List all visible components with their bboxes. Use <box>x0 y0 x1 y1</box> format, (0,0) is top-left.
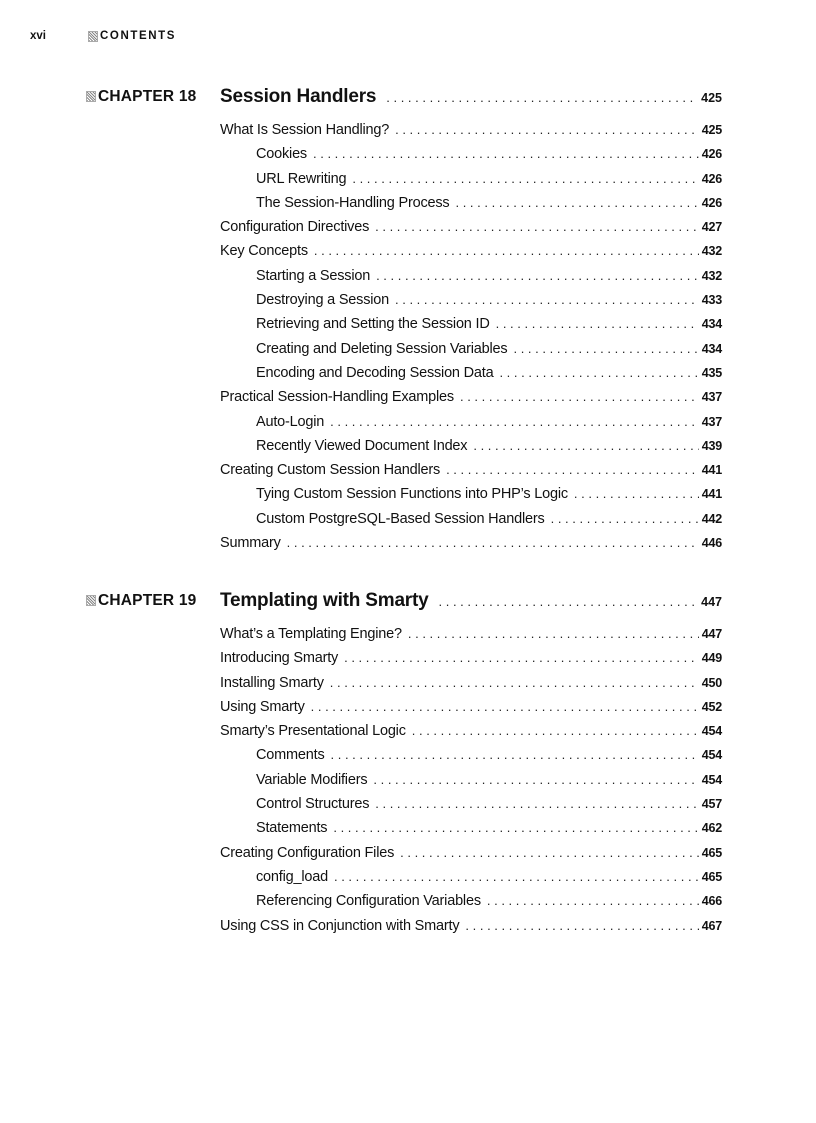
toc-entry-page-number: 446 <box>701 536 722 551</box>
toc-entry-page-number: 454 <box>701 772 722 787</box>
dot-leader <box>412 723 699 738</box>
toc-entry-title: Tying Custom Session Functions into PHP’s Logic <box>256 486 568 503</box>
toc-entry-title: Destroying a Session <box>256 292 390 309</box>
toc-entry-page-number: 466 <box>701 894 722 909</box>
dot-leader <box>330 675 699 690</box>
toc-entry-title: Variable Modifiers <box>256 771 368 788</box>
toc-entry-page-number: 452 <box>701 699 722 714</box>
section-marker-icon <box>88 31 98 42</box>
dot-leader <box>313 146 699 161</box>
toc-entry-page-number: 454 <box>701 724 722 739</box>
dot-leader <box>311 699 699 714</box>
dot-leader <box>375 796 698 811</box>
toc-entry[interactable] <box>220 699 722 723</box>
toc-entry[interactable] <box>220 365 722 389</box>
toc-entry-page-number: 434 <box>701 341 722 356</box>
toc-entry-title: Introducing Smarty <box>220 650 339 667</box>
toc-entry[interactable] <box>220 511 722 535</box>
toc-entry[interactable] <box>220 626 722 650</box>
toc-entry-title: The Session-Handling Process <box>256 194 450 211</box>
toc-entry-title: Key Concepts <box>220 243 308 260</box>
chapter-title: Session Handlers <box>220 86 377 107</box>
dot-leader <box>465 918 698 933</box>
toc-entry-page-number: 437 <box>701 414 722 429</box>
toc-entry-page-number: 457 <box>701 797 722 812</box>
toc-entry[interactable] <box>220 414 722 438</box>
dot-leader <box>395 122 699 137</box>
toc-entry[interactable] <box>220 341 722 365</box>
toc-entry-title: Using Smarty <box>220 698 305 715</box>
toc-entry[interactable] <box>220 486 722 510</box>
toc-entry-title: Creating Custom Session Handlers <box>220 462 441 479</box>
toc-entry[interactable] <box>220 772 722 796</box>
toc-entry-title: Statements <box>256 820 328 837</box>
toc-entry-page-number: 433 <box>701 293 722 308</box>
chapter-page-number: 425 <box>701 91 722 105</box>
chapter-heading[interactable] <box>86 590 722 614</box>
toc-entry[interactable] <box>220 171 722 195</box>
toc-entry[interactable] <box>220 219 722 243</box>
toc-entry[interactable] <box>220 243 722 267</box>
toc-entry-page-number: 432 <box>701 268 722 283</box>
toc-entry[interactable] <box>220 650 722 674</box>
chapter-title: Templating with Smarty <box>220 590 429 611</box>
chapter-label-text: CHAPTER 19 <box>98 591 197 609</box>
toc-entry[interactable] <box>220 675 722 699</box>
chapter-heading[interactable] <box>86 86 722 110</box>
toc-entry[interactable] <box>220 146 722 170</box>
toc-entry[interactable] <box>220 869 722 893</box>
toc-entry-page-number: 467 <box>701 918 722 933</box>
toc-entry-page-number: 434 <box>701 317 722 332</box>
toc-entry-title: Auto-Login <box>256 413 325 430</box>
dot-leader <box>334 869 699 884</box>
dot-leader <box>455 195 698 210</box>
toc-entry-page-number: 437 <box>701 390 722 405</box>
toc-entry-page-number: 439 <box>701 438 722 453</box>
dot-leader <box>376 268 699 283</box>
toc-entry[interactable] <box>220 195 722 219</box>
dot-leader <box>408 626 699 641</box>
toc-entry[interactable] <box>220 747 722 771</box>
toc-entry[interactable] <box>220 723 722 747</box>
toc-entry-title: Encoding and Decoding Session Data <box>256 364 494 381</box>
toc-entry-title: URL Rewriting <box>256 170 347 187</box>
toc-entry[interactable] <box>220 796 722 820</box>
dot-leader <box>287 535 699 550</box>
section-title-text: CONTENTS <box>100 30 177 42</box>
chapter-label-text: CHAPTER 18 <box>98 87 197 105</box>
toc-entry-title: Referencing Configuration Variables <box>256 893 481 910</box>
dot-leader <box>330 414 699 429</box>
toc-entry[interactable] <box>220 535 722 559</box>
dot-leader <box>574 486 699 501</box>
toc-entry-page-number: 426 <box>701 195 722 210</box>
toc-entry-page-number: 441 <box>701 487 722 502</box>
chapter-marker-icon <box>86 91 96 102</box>
toc-entry-page-number: 449 <box>701 651 722 666</box>
toc-entry[interactable] <box>220 893 722 917</box>
toc-entry-page-number: 454 <box>701 748 722 763</box>
toc-entry[interactable] <box>220 845 722 869</box>
chapter-marker-icon <box>86 595 96 606</box>
chapter-19 <box>86 590 722 942</box>
toc-entries <box>220 626 722 942</box>
dot-leader <box>386 90 698 105</box>
toc-entry-page-number: 442 <box>701 511 722 526</box>
toc-entry-page-number: 447 <box>701 627 722 641</box>
dot-leader <box>344 650 699 665</box>
dot-leader <box>473 438 698 453</box>
dot-leader <box>352 171 698 186</box>
chapter-label <box>86 592 220 610</box>
dot-leader <box>375 219 699 234</box>
toc-entry-title: Starting a Session <box>256 267 371 284</box>
toc-entry[interactable] <box>220 389 722 413</box>
toc-entry-title: Recently Viewed Document Index <box>256 437 468 454</box>
toc-entry-title: Comments <box>256 747 325 764</box>
toc-entry-page-number: 432 <box>701 244 722 259</box>
dot-leader <box>400 845 699 860</box>
toc-entry-title: Smarty’s Presentational Logic <box>220 723 406 740</box>
chapter-page-number: 447 <box>701 595 722 609</box>
toc-entry-title: What’s a Templating Engine? <box>220 626 402 642</box>
chapter-18 <box>86 86 722 559</box>
dot-leader <box>314 243 699 258</box>
toc-entry-page-number: 441 <box>701 463 722 478</box>
toc-entry-title: What Is Session Handling? <box>220 122 390 138</box>
toc-entry[interactable] <box>220 292 722 316</box>
dot-leader <box>333 820 698 835</box>
dot-leader <box>439 594 699 609</box>
toc-entry-title: Control Structures <box>256 796 370 813</box>
dot-leader <box>496 316 699 331</box>
toc-entry-title: Using CSS in Conjunction with Smarty <box>220 917 460 934</box>
toc-entry[interactable] <box>220 316 722 340</box>
toc-entry-title: Configuration Directives <box>220 219 370 236</box>
running-head <box>30 28 176 44</box>
toc-entry-title: Installing Smarty <box>220 674 324 691</box>
dot-leader <box>460 389 699 404</box>
toc-entry[interactable] <box>220 438 722 462</box>
toc-entry[interactable] <box>220 820 722 844</box>
toc-entry-page-number: 426 <box>701 147 722 162</box>
dot-leader <box>513 341 698 356</box>
dot-leader <box>395 292 699 307</box>
toc-entry-page-number: 450 <box>701 675 722 690</box>
page-number: xvi <box>30 30 46 42</box>
toc-entry[interactable] <box>220 462 722 486</box>
toc-entry-page-number: 427 <box>701 220 722 235</box>
toc-entry[interactable] <box>220 122 722 146</box>
toc-entry[interactable] <box>220 918 722 942</box>
toc-entry-title: Retrieving and Setting the Session ID <box>256 316 490 333</box>
dot-leader <box>499 365 698 380</box>
toc-entry-title: config_load <box>256 868 328 885</box>
toc-entry-title: Practical Session-Handling Examples <box>220 389 454 406</box>
dot-leader <box>487 893 699 908</box>
toc-entry-title: Creating Configuration Files <box>220 844 395 861</box>
toc-entry-title: Cookies <box>256 146 307 163</box>
toc-entry-page-number: 465 <box>701 869 722 884</box>
toc-entry-page-number: 435 <box>701 365 722 380</box>
toc-entry-page-number: 462 <box>701 821 722 836</box>
toc-entry-page-number: 426 <box>701 171 722 186</box>
toc-entry-page-number: 465 <box>701 845 722 860</box>
toc-entry-title: Summary <box>220 535 281 552</box>
toc-entry-title: Creating and Deleting Session Variables <box>256 340 508 357</box>
dot-leader <box>446 462 699 477</box>
toc-entry-page-number: 425 <box>701 123 722 137</box>
chapter-label <box>86 88 220 106</box>
dot-leader <box>551 511 699 526</box>
dot-leader <box>331 747 699 762</box>
toc-entries <box>220 122 722 559</box>
section-title <box>88 30 176 42</box>
toc-entry-title: Custom PostgreSQL-Based Session Handlers <box>256 510 545 527</box>
toc-entry[interactable] <box>220 268 722 292</box>
dot-leader <box>373 772 698 787</box>
